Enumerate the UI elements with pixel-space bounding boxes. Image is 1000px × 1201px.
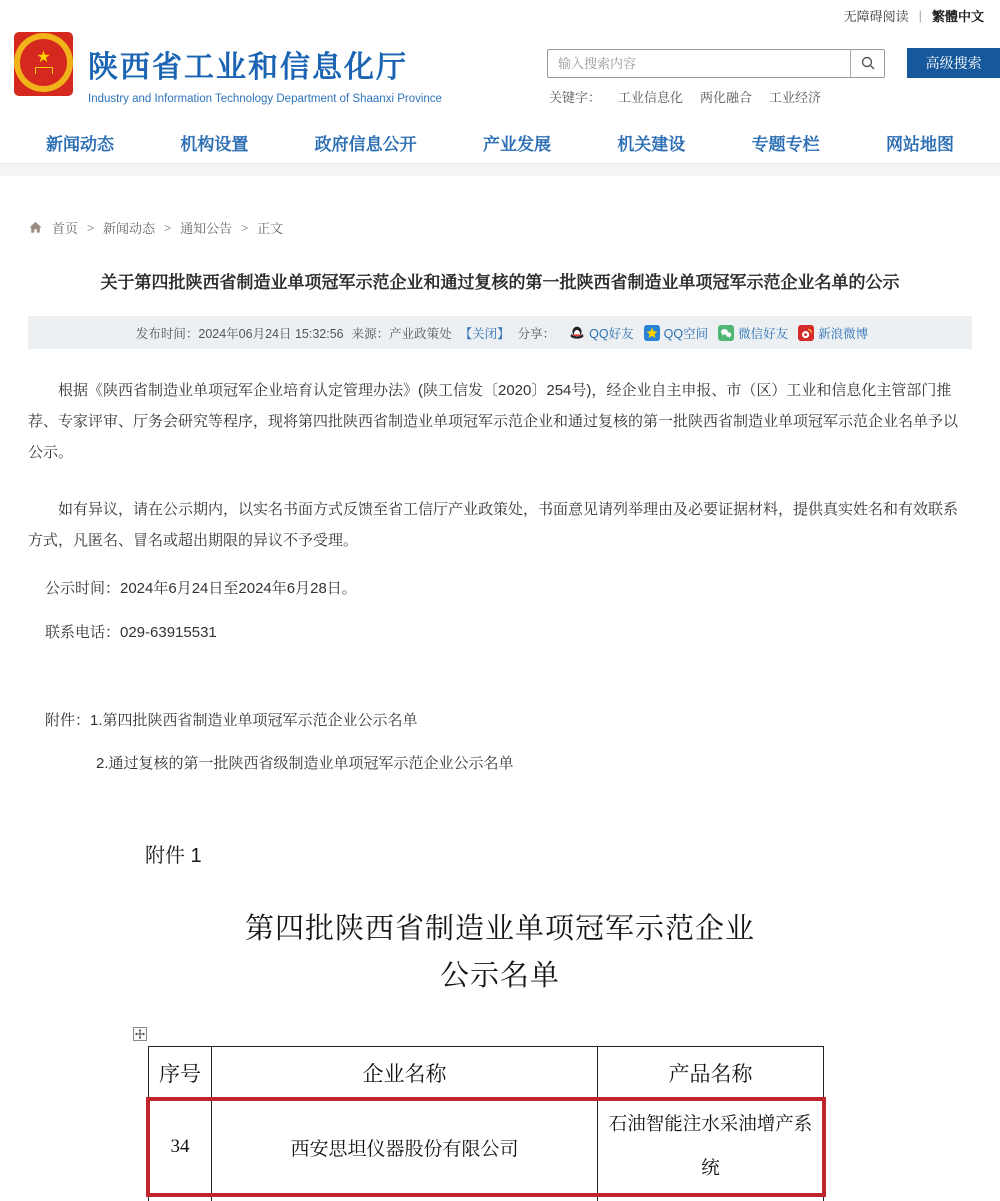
article-meta-bar	[28, 316, 972, 349]
attachment-line-2: 2.通过复核的第一批陕西省级制造业单项冠军示范企业公示名单	[96, 755, 514, 772]
search-area	[547, 48, 1000, 106]
cell-no: 34	[148, 1100, 211, 1194]
keyword-link[interactable]: 两化融合	[700, 90, 753, 105]
publish-time: 发布时间：2024年06月24日 15:32:56	[135, 326, 344, 341]
breadcrumb-news[interactable]: 新闻动态	[103, 221, 156, 236]
share-qq-label: QQ好友	[589, 326, 634, 341]
home-icon	[28, 220, 43, 235]
nav-item-gov-info[interactable]: 政府信息公开	[314, 135, 417, 154]
nav-item-industry[interactable]: 产业发展	[482, 135, 551, 154]
article-title: 关于第四批陕西省制造业单项冠军示范企业和通过复核的第一批陕西省制造业单项冠军示范企业名单的公示	[100, 273, 900, 292]
share-wechat-button[interactable]	[718, 324, 788, 342]
nav-item-topics[interactable]: 专题专栏	[751, 135, 820, 154]
company-table	[148, 1046, 824, 1201]
share-qzone-button[interactable]	[644, 324, 708, 342]
breadcrumb-current: 正文	[257, 221, 284, 236]
keyword-link[interactable]: 工业经济	[769, 90, 822, 105]
article-source: 来源：产业政策处	[351, 326, 452, 341]
topbar-divider: |	[918, 7, 922, 23]
search-input[interactable]	[548, 50, 850, 77]
attachment-table-area	[148, 1046, 824, 1201]
share-qzone-label: QQ空间	[663, 326, 709, 341]
nav-item-sitemap[interactable]: 网站地图	[885, 135, 954, 154]
accessibility-link[interactable]: 无障碍阅读	[843, 8, 909, 24]
article-paragraph: 根据《陕西省制造业单项冠军企业培育认定管理办法》(陕工信发〔2020〕254号)，经企业自主申报、市（区）工业和信息化主管部门推荐、专家评审、厅务会研究等程序，现将第四批陕西省制造业单项冠军示范企业和通过复核的第一批陕西省制造业单项冠军示范企业名单予以公示。	[28, 382, 959, 461]
wechat-icon	[718, 325, 734, 341]
table-header-row	[148, 1047, 824, 1100]
site-header	[0, 30, 1000, 122]
header-cell-company: 企业名称	[211, 1047, 597, 1099]
site-title-block	[88, 30, 442, 105]
share-wechat-label: 微信好友	[738, 326, 789, 341]
keywords-label: 关键字：	[549, 90, 602, 105]
attachment-doc-title	[28, 906, 972, 1000]
contact-phone: 联系电话：029-63915531	[45, 624, 217, 641]
attachment-doc-title-line1: 第四批陕西省制造业单项冠军示范企业	[244, 913, 755, 945]
search-icon[interactable]	[850, 50, 884, 77]
qzone-icon	[644, 325, 660, 341]
cell-product: 石油智能注水采油增产系统	[597, 1100, 824, 1194]
nav-divider-strip	[0, 163, 1000, 176]
keyword-link[interactable]: 工业信息化	[618, 90, 684, 105]
table-move-handle-icon[interactable]	[133, 1027, 147, 1041]
weibo-icon	[798, 325, 814, 341]
breadcrumb-notices[interactable]: 通知公告	[180, 221, 233, 236]
close-button[interactable]: 【关闭】	[459, 326, 510, 341]
attachment-heading: 附件 1	[145, 845, 202, 867]
breadcrumb-separator: >	[87, 220, 95, 235]
traditional-chinese-link[interactable]: 繁體中文	[931, 8, 984, 24]
share-qq-button[interactable]	[569, 324, 633, 342]
keywords-row	[547, 87, 1000, 106]
nav-item-agency[interactable]: 机关建设	[617, 135, 686, 154]
site-subtitle: Industry and Information Technology Department of Shaanxi Province	[88, 93, 442, 105]
header-cell-product: 产品名称	[597, 1047, 824, 1099]
table-row	[148, 1100, 824, 1195]
qq-icon	[569, 325, 585, 341]
share-label: 分享：	[517, 326, 556, 341]
attachment-line-1: 附件：1.第四批陕西省制造业单项冠军示范企业公示名单	[45, 712, 418, 729]
breadcrumb-home[interactable]: 首页	[52, 221, 79, 236]
nav-item-news[interactable]: 新闻动态	[46, 135, 114, 154]
share-weibo-label: 新浪微博	[818, 326, 869, 341]
search-box	[547, 49, 885, 78]
advanced-search-button[interactable]: 高级搜索	[907, 48, 1000, 78]
attachment-doc-title-line2: 公示名单	[439, 960, 560, 992]
site-title: 陕西省工业和信息化厅	[88, 51, 408, 84]
notice-period: 公示时间：2024年6月24日至2024年6月28日。	[45, 580, 357, 597]
header-cell-no: 序号	[148, 1047, 211, 1099]
main-nav	[0, 122, 1000, 163]
cell-company: 西安思坦仪器股份有限公司	[211, 1100, 597, 1194]
page-content	[0, 218, 1000, 1201]
site-logo[interactable]	[12, 30, 442, 105]
article-paragraph: 如有异议，请在公示期内，以实名书面方式反馈至省工信厅产业政策处，书面意见请列举理由及必要证据材料，提供真实姓名和有效联系方式，凡匿名、冒名或超出期限的异议不予受理。	[28, 501, 959, 549]
topbar	[0, 0, 1000, 30]
breadcrumb	[28, 218, 972, 237]
national-emblem-icon: ★	[12, 30, 75, 100]
share-weibo-button[interactable]	[798, 324, 868, 342]
breadcrumb-separator: >	[164, 220, 172, 235]
table-cutoff-row	[148, 1195, 824, 1201]
nav-item-org[interactable]: 机构设置	[180, 135, 249, 154]
breadcrumb-separator: >	[241, 220, 249, 235]
